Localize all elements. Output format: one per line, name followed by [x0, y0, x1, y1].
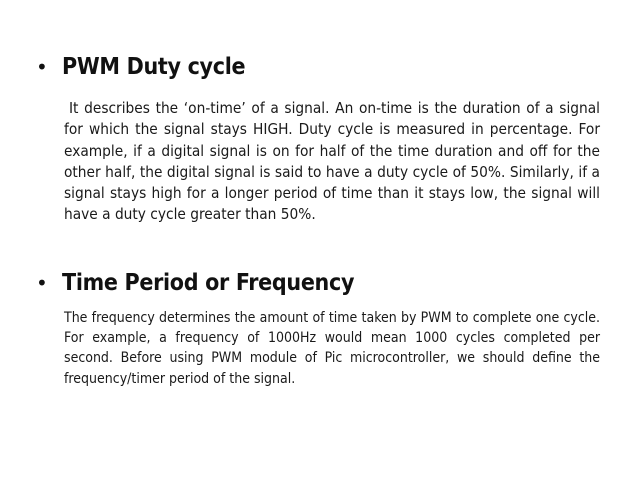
frequency-paragraph: The frequency determines the amount of time taken by PWM to complete one cycle. For example, a frequency of 1000Hz would mean 1000 cycles completed per second. Before using PWM module of Pic microcontroller, we should define the frequency/timer period of the signal.: [64, 310, 600, 387]
section-heading-duty-cycle: [36, 54, 245, 80]
heading-text: Time Period or Frequency: [62, 270, 355, 296]
heading-text: PWM Duty cycle: [62, 54, 246, 80]
bullet-icon: •: [36, 55, 48, 79]
section-heading-frequency: [36, 270, 354, 296]
duty-cycle-paragraph: It describes the ‘on-time’ of a signal. An on-time is the duration of a signal for which the signal stays HIGH. Duty cycle is measured in percentage. For example, if a digital signal is on for half of the time duration and off for the other half, the digital signal is said to have a duty cycle of 50%. Similarly, if a signal stays high for a longer period of time than it stays low, the signal will have a duty cycle greater than 50%.: [64, 99, 600, 224]
bullet-icon: •: [36, 271, 48, 295]
